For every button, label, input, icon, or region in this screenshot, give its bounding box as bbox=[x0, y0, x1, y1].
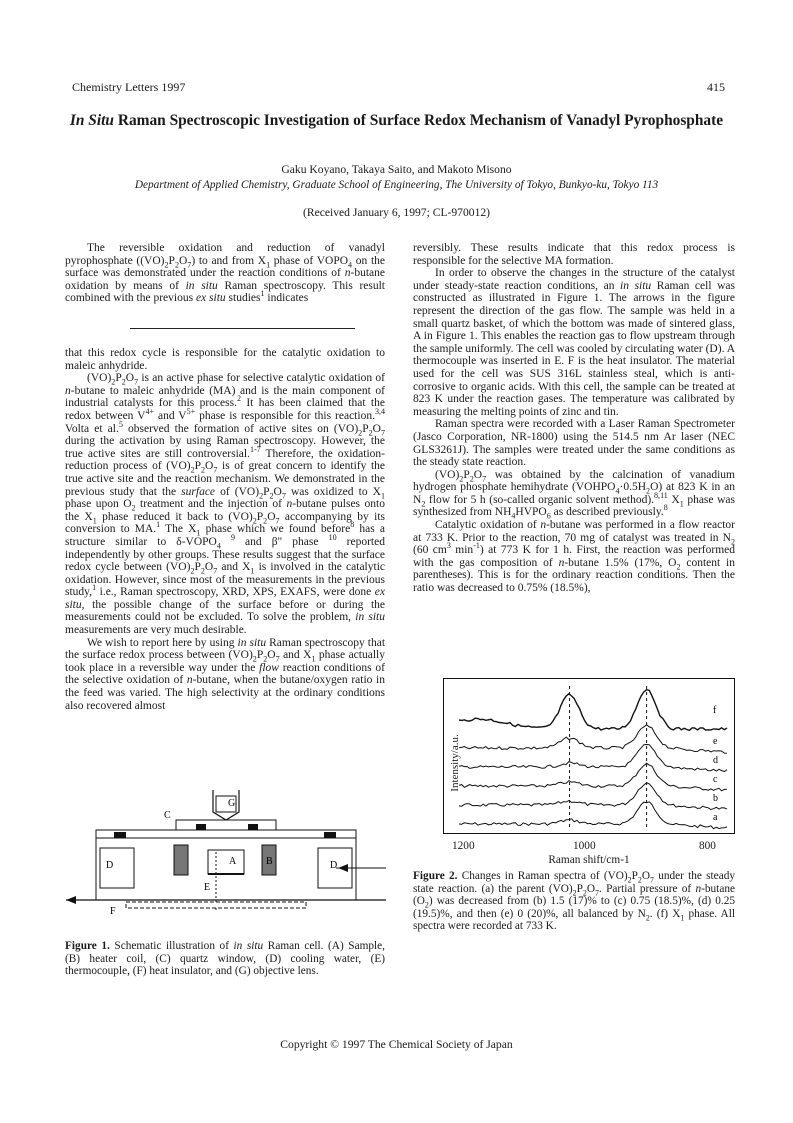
fig1-label-b: B bbox=[266, 856, 273, 867]
title-italic: In Situ bbox=[69, 112, 114, 129]
abstract-divider bbox=[130, 328, 355, 329]
x-tick-label: 800 bbox=[699, 840, 716, 852]
series-label-c: c bbox=[713, 774, 718, 785]
page-number: 415 bbox=[707, 80, 725, 94]
fig1-label-a: A bbox=[229, 856, 237, 867]
title-rest: Raman Spectroscopic Investigation of Surface Redox Mechanism of Vanadyl Pyrophosphate bbox=[113, 112, 724, 129]
series-label-f: f bbox=[713, 705, 717, 716]
abstract: The reversible oxidation and reduction of vanadyl pyrophosphate $((VO)_2P_2O_7)$ to and from $X_1$ phase of $VOPO_4$ on the surface was demonstrated under the reaction conditions of n-butane oxidation by means of in situ Raman spectroscopy. This result combined with the previous ex situ studies$^1$ indicates bbox=[65, 242, 386, 305]
series-label-e: e bbox=[713, 736, 718, 747]
x-tick-label: 1000 bbox=[573, 840, 596, 852]
authors: Gaku Koyano, Takaya Saito, and Makoto Misono bbox=[281, 163, 512, 176]
x-tick-label: 1200 bbox=[452, 840, 475, 852]
figure1-schematic bbox=[66, 790, 386, 940]
fig1-label-f: F bbox=[110, 906, 116, 917]
fig1-label-d1: D bbox=[106, 860, 114, 871]
fig1-label-e: E bbox=[204, 882, 211, 893]
fig1-label-c: C bbox=[164, 810, 171, 821]
chart-frame bbox=[444, 679, 735, 834]
series-label-d: d bbox=[713, 755, 718, 766]
body-right-column: reversibly. These results indicate that this redox process is responsible for the selective MA formation. In order to observe the changes in the structure of the catalyst under steady-state reaction conditions, an in situ Raman cell was constructed as illustrated in Figure 1. The arrows in the figure represent the direction of the gas flow. The sample was held in a small quartz basket, of which the bottom was made of sintered glass, A in Figure 1. This enables the reaction gas to flow upstream through the sample uniformly. The cell was cooled by circulating water (D). A thermocouple was inserted in E. F is the heat insulator. The material used for the cell was SUS 316L stainless steal, which is anti-corrosive to organic acids. With this cell, the sample can be treated at 823 K under the reaction gases. The temperature was calibrated by measuring the melting points of zinc and tin. Raman spectra were recorded with a Laser Raman Spectrometer (Jasco Corporation, NR-1800) using the 514.5 nm Ar laser (NEC GLS3261J). The samples were treated under the same conditions as the steady state reaction. $(VO)_2P_2O_7$ was obtained by the calcination of vanadium hydrogen phosphate hemihydrate $(VOHPO_4\cdot 0.5H_2O)$ at 823 K in an $N_2$ flow for 5 h (so-called organic solvent method).$^{8,11}$ $X_1$ phase was synthesized from $NH_4HVPO_6$ as described previously.$^8$ Catalytic oxidation of n-butane was performed in a flow reactor at 733 K. Prior to the reaction, 70 mg of catalyst was treated in $N_2$ (60 $cm^3$ $\min^{-1}$) at 773 K for 1 h. First, the reaction was performed with the gas composition of n-butane 1.5% (17%, $O_2$ content in parentheses). This is for the ordinary reaction conditions. Then the ratio was decreased to 0.75% (18.5%), bbox=[413, 242, 736, 595]
figure2-chart bbox=[443, 678, 735, 834]
series-label-a: a bbox=[713, 812, 718, 823]
figure1-caption: Figure 1. Schematic illustration of in situ Raman cell. (A) Sample, (B) heater coil, (C) quartz window, (D) cooling water, (E) thermocouple, (F) heat insulator, and (G) objective lens. bbox=[65, 940, 386, 978]
series-label-b: b bbox=[713, 793, 718, 804]
fig1-label-g: G bbox=[228, 798, 236, 809]
fig1-label-d2: D bbox=[330, 860, 338, 871]
copyright: Copyright © 1997 The Chemical Society of Japan bbox=[280, 1038, 513, 1051]
journal-name: Chemistry Letters 1997 bbox=[72, 80, 186, 94]
x-axis-label: Raman shift/cm-1 bbox=[548, 854, 630, 866]
affiliation: Department of Applied Chemistry, Graduate School of Engineering, The University of Tokyo, Bunkyo-ku, Tokyo 113 bbox=[134, 179, 659, 191]
received-date: (Received January 6, 1997; CL-970012) bbox=[302, 206, 491, 219]
y-axis-label: Intensity/a.u. bbox=[449, 734, 461, 792]
figure2-caption: Figure 2. Changes in Raman spectra of $(VO)_2P_2O_7$ under the steady state reaction. (a) the parent $(VO)_2P_2O_7$. Partial pressure of n-butane $(O_2)$ was decreased from (b) 1.5 (17)% to (c) 0.75 (18.5)%, (d) 0.25 (19.5)%, and then (e) 0 (20)%, all balanced by $N_2$. (f) $X_1$ phase. All spectra were recorded at 733 K. bbox=[413, 870, 736, 933]
page-title bbox=[60, 112, 733, 130]
body-left-column: that this redox cycle is responsible for the catalytic oxidation to maleic anhydride. $(VO)_2P_2O_7$ is an active phase for selective catalytic oxidation of n-butane to maleic anhydride (MA) and is the main component of industrial catalysts for this process.$^2$ It has been claimed that the redox between $V^{4+}$ and $V^{5+}$ phase is responsible for this reaction.$^{3,4}$ Volta et al.$^5$ observed the formation of active sites on $(VO)_2P_2O_7$ during the activation by using Raman spectroscopy. However, the true active sites are still controversial.$^{1-7}$ Therefore, the oxidation-reduction process of $(VO)_2P_2O_7$ is of great concern to identify the true active site and the reaction mechanism. We demonstrated in the previous study that the surface of $(VO)_2P_2O_7$ was oxidized to $X_1$ phase upon $O_2$ treatment and the injection of n-butane pulses onto the $X_1$ phase reduced it back to $(VO)_2P_2O_7$ accompanying by its conversion to MA.$^1$ The $X_1$ phase which we found before$^8$ has a structure similar to $\delta-VOPO_4$ $^9$ and β" phase $^{10}$ reported independently by other groups. These results suggest that the surface redox cycle between $(VO)_2P_2O_7$ and $X_1$ is involved in the catalytic oxidation. However, since most of the measurements in the previous study,$^1$ i.e., Raman spectroscopy, XRD, XPS, EXAFS, were done ex situ, the possible change of the surface before or during the measurements could not be excluded. To solve the problem, in situ measurements are very much desirable. We wish to report here by using in situ Raman spectroscopy that the surface redox process between $(VO)_2P_2O_7$ and $X_1$ phase actually took place in a reversible way under the flow reaction conditions of the selective oxidation of n-butane, when the butane/oxygen ratio in the feed was varied. The high selectivity at the ordinary conditions also recovered almost bbox=[65, 347, 386, 712]
